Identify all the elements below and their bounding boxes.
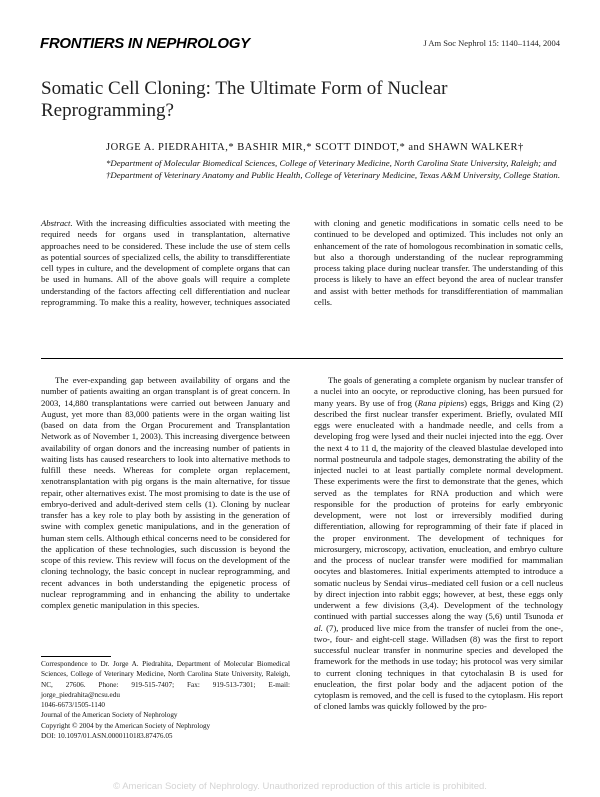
body-paragraph: The ever-expanding gap between availability of organs and the number of patients awaiting an organ transplant is of great concern. In 2003, 14,880 transplantations were carried out between January and August, yet more than 83,000 patients were in the organ waiting list (based on data from the Organ Procurement and Transplantation Network as of November 1, 2003). This increasing divergence between availability of organ donors and the increasing number of patients in waiting lists has caused researchers to look into alternative methods to fulfill these needs. Whereas for complete organ replacement, xenotransplantation with pig organs is the main alternative, for tissue repair, other alternatives exist. The most promising to date is the use of embryo-derived and adult-derived stem cells (1). Cloning by nuclear transfer has a key role to play both by assisting in the generation of swine with complex genetic manipulations, and in the generation of human stem cells. Although ethical concerns need to be considered for the application of these technologies, such discussion is beyond the scope of this review. This review will focus on the development of the cloning technology, the basic concept in nuclear reprogramming, and recent advances in both understanding the epigenetic process of nuclear reprogramming and in enhancing the ability to undertake complex genetic manipulation in this species.	[41, 375, 290, 610]
body-column-left	[41, 375, 290, 651]
journal-citation: J Am Soc Nephrol 15: 1140–1144, 2004	[423, 38, 560, 48]
copyright-note: Copyright © 2004 by the American Society of Nephrology	[41, 721, 211, 730]
author-list: JORGE A. PIEDRAHITA,* BASHIR MIR,* SCOTT DINDOT,* and SHAWN WALKER†	[106, 142, 524, 153]
footnote-block	[41, 659, 290, 741]
body-text: ) eggs, Briggs and King (2) described the first nuclear transfer experiment. Briefly, ovulated MII eggs were enucleated with a handmade needle, and cells from a developing frog were lysed and their nuclei injected into the egg. Over the next 4 to 11 d, the majority of the cleaved blastulae developed into normal postneurula and tadpole stages, demonstrating the ability of the injected nuclei to at least partially complete normal development. These experiments were the first to demonstrate that the genes, which served as the templates for RNA production and which were responsible for the production of proteins for early embryonic development, were not lost or irreversibly modified during differentiation, allowing for reprogramming of their fate if placed in the proper environment. The development of techniques for microsurgery, microscopy, activation, enucleation, and embryo culture and the process of nuclear transfer were modified for mammalian oocytes and blastomeres. Initial experiments attempted to introduce a somatic nucleus by Sendai virus–mediated cell fusion or a cell nucleus by direct injection into rabbit eggs; however, at best, these eggs only underwent a few divisions (3,4). Development of the technology continued with partial successes along the way (5,6) until Tsunoda	[314, 397, 563, 622]
species-name: Rana pipiens	[417, 397, 465, 408]
journal-header	[40, 35, 560, 55]
et-al: et al.	[314, 611, 563, 633]
abstract-text: With the increasing difficulties associated with meeting the required needs for organs used in transplantation, alternative approaches need to be considered. These include the use of stem cells as potential sources of specialized cells, the ability to transdifferentiate cell types in culture, and the development of complete organs that can be used in humans. All of the above goals will require a complete understanding of the factors affecting cell differentiation and nuclear reprogramming. To make this a reality, however, techniques associated with cloning and genetic modifications in somatic cells need to be continued to be developed and optimized. This includes not only an enhancement of the rate of homologous recombination in somatic cells, but also a thorough understanding of the nuclear reprogramming process taking place during nuclear transfer. The understanding of this process is likely to have an effect beyond the area of nuclear transfer and assist with better methods for transdifferentiation of mammalian cells.	[41, 218, 563, 308]
doi: DOI: 10.1097/01.ASN.0000110183.87476.05	[41, 732, 173, 741]
journal-name: Journal of the American Society of Nephrology	[41, 711, 178, 720]
body-column-right	[314, 375, 563, 781]
abstract-label: Abstract.	[41, 218, 73, 228]
author-affiliations: *Department of Molecular Biomedical Sciences, College of Veterinary Medicine, North Carolina State University, Raleigh; and †Department of Veterinary Anatomy and Public Health, College of Veterinary Medicine, Texas A&M University, College Station.	[106, 158, 561, 180]
footnote-rule	[41, 656, 111, 657]
correspondence-note: Correspondence to Dr. Jorge A. Piedrahita, Department of Molecular Biomedical Sciences, College of Veterinary Medicine, North Carolina State University, Raleigh, NC, 27606. Phone: 919-515-7407; Fax: 919-513-7301; E-mail: jorge_piedrahita@ncsu.edu	[41, 660, 290, 699]
section-divider	[41, 358, 563, 359]
body-text: The goals of generating a complete organism by nuclear transfer of a nuclei into an oocyte, or reproductive cloning, has been pursued for many years. By use of frog (	[314, 375, 563, 408]
article-title: Somatic Cell Cloning: The Ultimate Form of Nuclear Reprogramming?	[41, 78, 448, 121]
copyright-watermark: © American Society of Nephrology. Unauthorized reproduction of this article is prohibited.	[113, 781, 487, 792]
body-text: (7), produced live mice from the transfer of nuclei from the one-, two-, four- and eight-cell stage. Willadsen (8) was the first to report successful nuclear transfer in nonmurine species and developed the framework for the methods in use today; his protocol was very similar to current cloning techniques in that cytochalasin B is used for enucleation, the first polar body and the adjacent potion of the cytoplasm is removed, and the cell is fused to the cytoplasm. His report of cloned lambs was quickly followed by the pro-	[314, 622, 563, 712]
issn: 1046-6673/1505-1140	[41, 701, 106, 710]
abstract	[41, 218, 563, 338]
body-paragraph	[314, 375, 563, 713]
journal-section-name: FRONTIERS IN NEPHROLOGY	[40, 35, 250, 52]
